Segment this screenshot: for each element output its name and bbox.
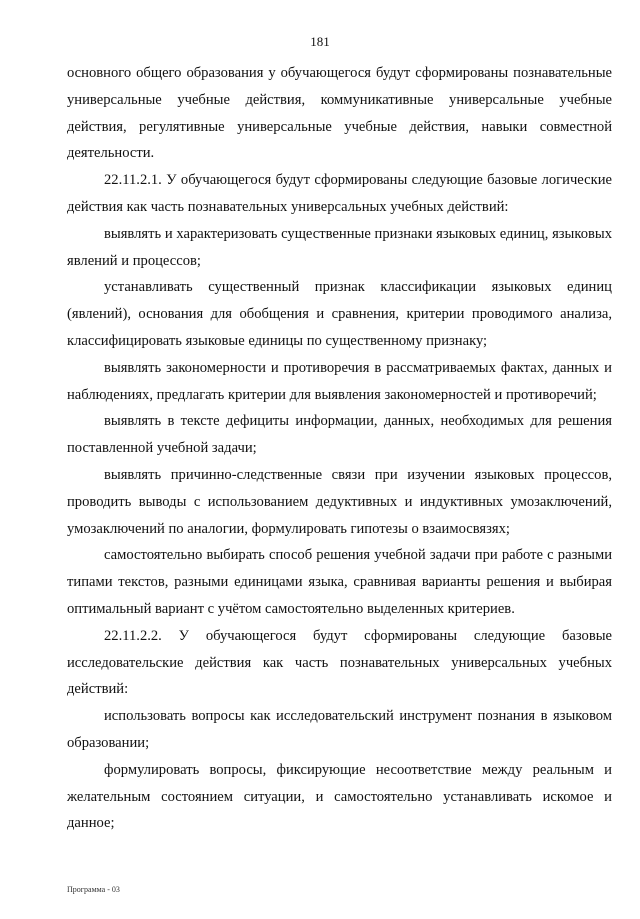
paragraph-list-item: выявлять закономерности и противоречия в рассматриваемых фактах, данных и наблюдениях, предлагать критерии для выявления закономерностей и противоречий; xyxy=(67,359,612,403)
paragraph-list-item: формулировать вопросы, фиксирующие несоответствие между реальным и желательным состоянием ситуации, и самостоятельно устанавливать искомое и данное; xyxy=(67,761,612,832)
document-body xyxy=(67,60,612,837)
paragraph-section-22-11-2-2: 22.11.2.2. У обучающегося будут сформированы следующие базовые исследовательские действия как часть познавательных универсальных учебных действий: xyxy=(67,627,612,698)
page-footer: Программа - 03 xyxy=(67,885,120,894)
paragraph-list-item: выявлять в тексте дефициты информации, данных, необходимых для решения поставленной учебной задачи; xyxy=(67,413,612,457)
paragraph-list-item: устанавливать существенный признак классификации языковых единиц (явлений), основания для обобщения и сравнения, критерии проводимого анализа, классифицировать языковые единицы по существенному признаку; xyxy=(67,279,612,349)
paragraph-section-22-11-2-1: 22.11.2.1. У обучающегося будут сформированы следующие базовые логические действия как часть познавательных универсальных учебных действий: xyxy=(67,172,612,215)
paragraph-intro-continuation: основного общего образования у обучающегося будут сформированы познавательные универсальные учебные действия, коммуникативные универсальные учебные действия, регулятивные универсальные учебные действия, навыки совместной деятельности. xyxy=(67,65,612,162)
paragraph-list-item: использовать вопросы как исследовательский инструмент познания в языковом образовании; xyxy=(67,708,612,751)
paragraph-list-item: выявлять причинно-следственные связи при изучении языковых процессов, проводить выводы с использованием дедуктивных и индуктивных умозаключений, умозаключений по аналогии, формулировать гипотезы о взаимосвязях; xyxy=(67,466,612,537)
page-number: 181 xyxy=(310,34,330,49)
paragraph-list-item: выявлять и характеризовать существенные признаки языковых единиц, языковых явлений и процессов; xyxy=(67,225,612,269)
paragraph-list-item: самостоятельно выбирать способ решения учебной задачи при работе с разными типами текстов, разными единицами языка, сравнивая варианты решения и выбирая оптимальный вариант с учётом самостоятельно выделенных критериев. xyxy=(67,547,612,617)
